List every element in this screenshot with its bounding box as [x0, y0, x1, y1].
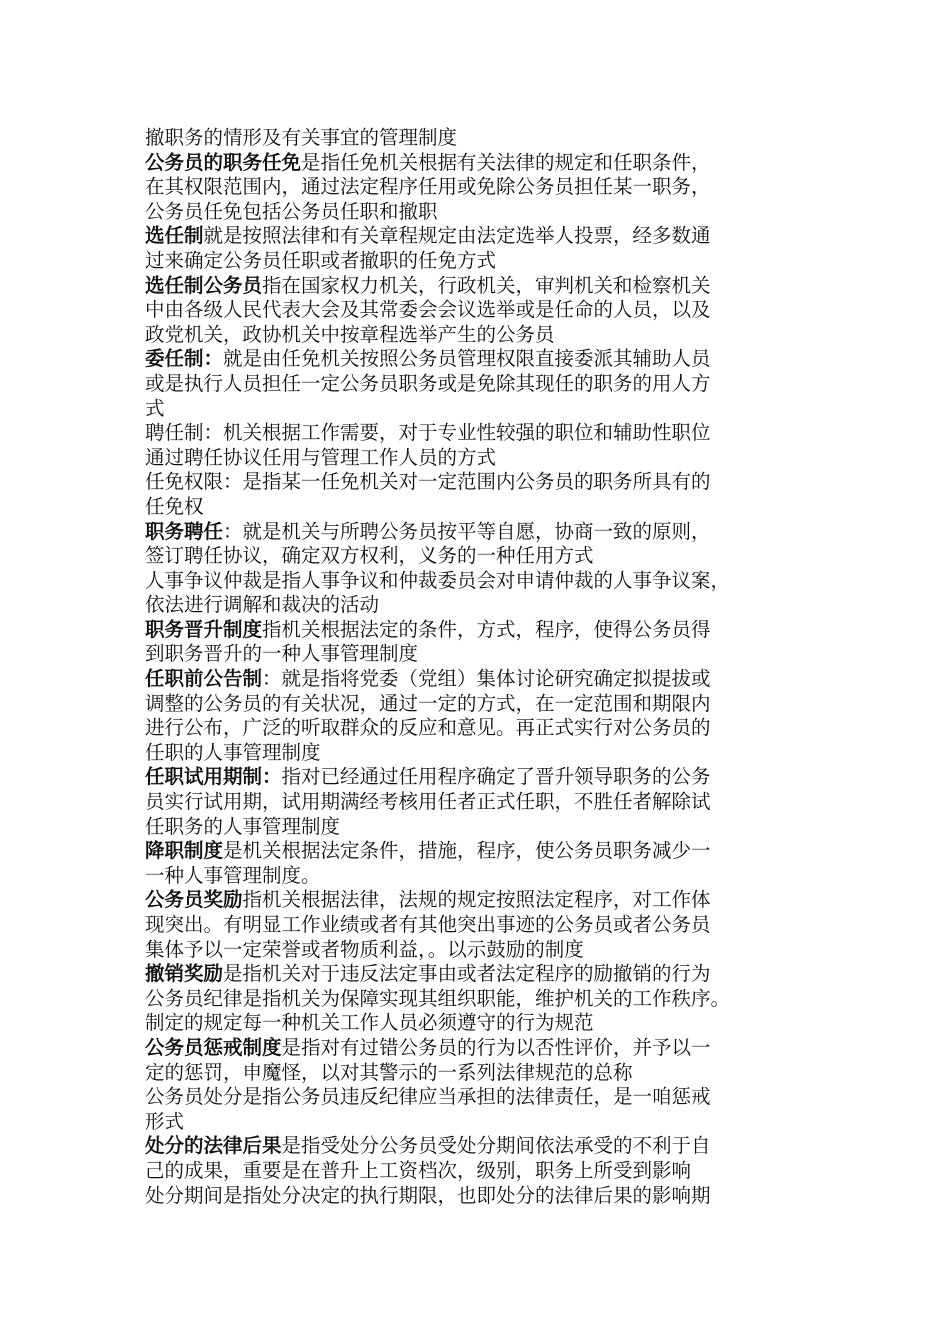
body-text: 任免权 — [145, 494, 204, 518]
body-text: 现突出。有明显工作业绩或者有其他突出事迹的公务员或者公务员 — [145, 913, 711, 936]
text-line — [145, 1085, 835, 1110]
text-line — [145, 495, 835, 520]
text-line — [145, 1134, 835, 1159]
document-body — [145, 126, 835, 1208]
body-text: 是指对有过错公务员的行为以否性评价，并予以一 — [281, 1035, 711, 1059]
text-line — [145, 520, 835, 545]
body-text: ：就是机关与所聘公务员按平等自愿，协商一致的原则， — [223, 519, 711, 543]
text-line — [145, 618, 835, 643]
body-text: 签订聘任协议，确定双方权利，义务的一种任用方式 — [145, 544, 594, 568]
text-line — [145, 642, 835, 667]
body-text: 是指任免机关根据有关法律的规定和任职条件， — [301, 150, 711, 174]
body-text: 己的成果，重要是在普升上工资档次，级别，职务上所受到影响 — [145, 1158, 692, 1182]
body-text: 一种人事管理制度。 — [145, 863, 321, 887]
text-line — [145, 741, 835, 766]
term-heading: 职务聘任 — [145, 519, 224, 543]
body-text: 公务员任免包括公务员任职和撤职 — [145, 199, 438, 223]
text-line — [145, 790, 835, 815]
text-line — [145, 372, 835, 397]
text-line — [145, 962, 835, 987]
term-heading: 处分的法律后果 — [145, 1134, 282, 1158]
body-text: 过来确定公务员任职或者撤职的任免方式 — [145, 248, 497, 272]
text-line — [145, 200, 835, 225]
text-line — [145, 839, 835, 864]
body-text: 撤职务的情形及有关事宜的管理制度 — [145, 126, 458, 149]
text-line — [145, 987, 835, 1012]
body-text: 在其权限范围内，通过法定程序任用或免除公务员担任某一职务， — [145, 175, 711, 199]
body-text: 通过聘任协议任用与管理工作人员的方式 — [145, 445, 497, 469]
text-line — [145, 864, 835, 889]
text-line — [145, 175, 835, 200]
body-text: 集体予以一定荣誉或者物质利益，。以示鼓励的制度 — [145, 937, 584, 961]
body-text: 聘任制：机关根据工作需要，对于专业性较强的职位和辅助性职位 — [145, 421, 711, 445]
text-line — [145, 938, 835, 963]
body-text: 员实行试用期，试用期满经考核用任者正式任职，不胜任者解除试 — [145, 790, 711, 814]
text-line — [145, 815, 835, 840]
text-line — [145, 716, 835, 741]
body-text: 调整的公务员的有关状况，通过一定的方式，在一定范围和期限内 — [145, 691, 711, 715]
text-line — [145, 249, 835, 274]
body-text: 任免权限：是指某一任免机关对一定范围内公务员的职务所具有的 — [145, 470, 711, 494]
term-heading: 任职试用期制： — [145, 765, 282, 789]
body-text: 指机关根据法律，法规的规定按照法定程序，对工作体 — [242, 888, 711, 912]
body-text: 中由各级人民代表大会及其常委会会议选举或是任命的人员，以及 — [145, 298, 711, 322]
body-text: 到职务晋升的一种人事管理制度 — [145, 642, 419, 666]
term-heading: 公务员惩戒制度 — [145, 1035, 282, 1059]
text-line — [145, 323, 835, 348]
text-line — [145, 569, 835, 594]
text-line — [145, 298, 835, 323]
body-text: 就是由任免机关按照公务员管理权限直接委派其辅助人员 — [223, 347, 711, 371]
body-text: 或是执行人员担任一定公务员职务或是免除其现任的职务的用人方 — [145, 371, 711, 395]
term-heading: 降职制度 — [145, 839, 224, 863]
text-line — [145, 224, 835, 249]
body-text: 指在国家权力机关，行政机关，审判机关和检察机关 — [262, 273, 711, 297]
body-text: 进行公布，广泛的听取群众的反应和意见。再正式实行对公务员的 — [145, 716, 711, 740]
body-text: 任职的人事管理制度 — [145, 740, 321, 764]
text-line — [145, 888, 835, 913]
term-heading: 任职前公告制 — [145, 667, 263, 691]
body-text: 定的惩罚，申魔怪，以对其警示的一系列法律规范的总称 — [145, 1060, 633, 1084]
body-text: 是指机关对于违反法定事由或者法定程序的励撤销的行为 — [223, 962, 711, 986]
text-line — [145, 593, 835, 618]
term-heading: 委任制： — [145, 347, 224, 371]
text-line — [145, 692, 835, 717]
text-line — [145, 667, 835, 692]
text-line — [145, 1036, 835, 1061]
body-text: 处分期间是指处分决定的执行期限，也即处分的法律后果的影响期 — [145, 1183, 711, 1207]
text-line — [145, 126, 835, 151]
body-text: 人事争议仲裁是指人事争议和仲裁委员会对申请仲裁的人事争议案， — [145, 568, 731, 592]
body-text: ：就是指将党委（党组）集体讨论研究确定拟提拔或 — [262, 667, 711, 691]
body-text: 指机关根据法定的条件，方式，程序，使得公务员得 — [262, 617, 711, 641]
body-text: 任职务的人事管理制度 — [145, 814, 341, 838]
text-line — [145, 421, 835, 446]
text-line — [145, 1159, 835, 1184]
body-text: 形式 — [145, 1109, 185, 1133]
body-text: 就是按照法律和有关章程规定由法定选举人投票，经多数通 — [203, 224, 711, 248]
text-line — [145, 1061, 835, 1086]
text-line — [145, 913, 835, 938]
body-text: 指对已经通过任用程序确定了晋升领导职务的公务 — [281, 765, 711, 789]
term-heading: 选任制公务员 — [145, 273, 263, 297]
body-text: 制定的规定每一种机关工作人员必须遵守的行为规范 — [145, 1011, 594, 1035]
text-line — [145, 544, 835, 569]
text-line — [145, 1110, 835, 1135]
term-heading: 公务员的职务任免 — [145, 150, 302, 174]
term-heading: 职务晋升制度 — [145, 617, 263, 641]
text-line — [145, 1184, 835, 1209]
text-line — [145, 347, 835, 372]
body-text: 式 — [145, 396, 165, 420]
text-line — [145, 274, 835, 299]
text-line — [145, 470, 835, 495]
text-line — [145, 151, 835, 176]
term-heading: 公务员奖励 — [145, 888, 243, 912]
body-text: 公务员纪律是指机关为保障实现其组织职能，维护机关的工作秩序。 — [145, 986, 731, 1010]
body-text: 公务员处分是指公务员违反纪律应当承担的法律责任，是一咱惩戒 — [145, 1085, 711, 1109]
body-text: 是指受处分公务员受处分期间依法承受的不利于自 — [281, 1134, 711, 1158]
text-line — [145, 765, 835, 790]
text-line — [145, 397, 835, 422]
text-line — [145, 446, 835, 471]
body-text: 是机关根据法定条件，措施，程序，使公务员职务减少一 — [223, 839, 711, 863]
body-text: 政党机关，政协机关中按章程选举产生的公务员 — [145, 322, 555, 346]
text-line — [145, 1011, 835, 1036]
body-text: 依法进行调解和裁决的活动 — [145, 593, 380, 617]
term-heading: 撤销奖励 — [145, 962, 224, 986]
term-heading: 选任制 — [145, 224, 204, 248]
